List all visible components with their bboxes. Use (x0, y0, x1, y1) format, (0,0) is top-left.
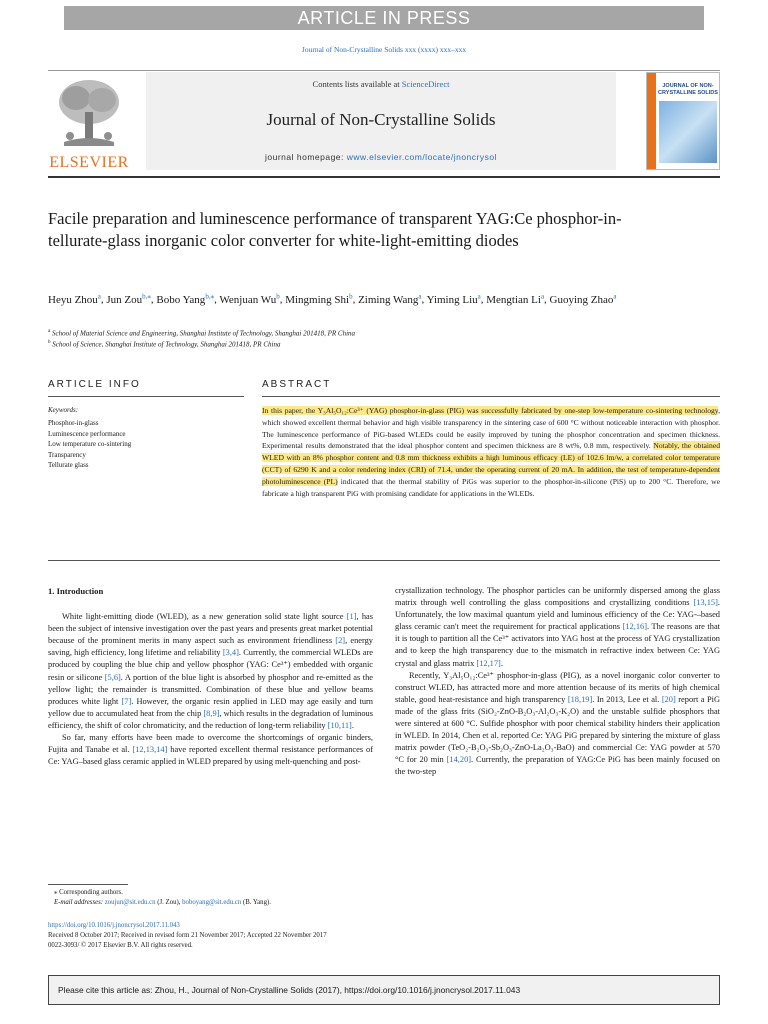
journal-header (48, 70, 720, 178)
homepage-prefix: journal homepage: (264, 152, 347, 162)
citation-link[interactable]: [3,4] (222, 648, 239, 658)
header-top-rule (48, 70, 720, 71)
footnote-rule (48, 884, 128, 885)
citation-link[interactable]: [7] (121, 696, 132, 706)
body-text: , which results in the degradation of luminous efficiency, the shift of color chromaticity, and the reduction of long-term reliability (48, 708, 373, 730)
elsevier-tree-icon (54, 76, 124, 148)
body-text: , has been the subject of intensive investigation over the past years and presents great market potential because of the prominent merits in many aspect such as environment friendliness (48, 612, 373, 646)
citation-link[interactable]: [5,6] (104, 672, 121, 682)
homepage-link[interactable]: www.elsevier.com/locate/jnoncrysol (346, 152, 497, 162)
keyword: Tellurate glass (48, 461, 89, 469)
email-who-yang: (B. Yang). (241, 899, 271, 906)
received-dates: Received 8 October 2017; Received in revised form 21 November 2017; Accepted 22 November 2017 (48, 932, 327, 940)
author-name: Heyu Zhou (48, 293, 98, 306)
affiliation-text: School of Material Science and Engineering, Shanghai Institute of Technology, Shanghai 201418, PR China (50, 329, 356, 338)
email-label: E-mail addresses: (54, 899, 105, 906)
article-title: Facile preparation and luminescence performance of transparent YAG:Ce phosphor-in-tellurate-glass inorganic color converter for white-light-emitting diodes (48, 209, 622, 250)
author[interactable] (358, 294, 421, 306)
abstract-text-1: , which showed excellent thermal behavior and high visible transparency in the sintering case of 600 °C without noticeable interaction with phosphor. The luminescence performance of PiG-based WLEDs could be easily improved by tuning the phosphor concentration and specimen thickness. Experimental results demonstrated that the ideal phosphor content and specimen thickness are 8 wt%, 0.8 mm, respectively. (262, 406, 720, 451)
cover-strip (647, 73, 656, 169)
body-text: So far, many efforts have been made to overcome the shortcomings of organic binders, Fujita and Tanabe et al. (48, 733, 373, 755)
introduction-heading: 1. Introduction (48, 586, 104, 596)
affiliation (48, 338, 708, 349)
body-column-right (395, 585, 720, 779)
article-info-heading: ARTICLE INFO (48, 379, 141, 390)
sciencedirect-link[interactable]: ScienceDirect (401, 79, 450, 89)
doi-block (48, 921, 548, 952)
citation-link[interactable]: [12,13,14] (132, 745, 168, 755)
affiliation-mark: a (48, 329, 51, 334)
body-paragraph (48, 732, 373, 768)
author[interactable] (156, 294, 214, 306)
body-text: . In 2013, Lee et al. (592, 694, 662, 704)
article-info-rule (48, 396, 244, 397)
elsevier-logo[interactable] (48, 76, 130, 172)
journal-cover-thumbnail[interactable] (646, 72, 720, 170)
citation-link[interactable]: [14,20] (446, 755, 472, 765)
keyword: Transparency (48, 450, 86, 459)
elsevier-wordmark: ELSEVIER (49, 154, 129, 171)
footnotes (48, 888, 448, 908)
body-column-left (48, 585, 373, 768)
abstract-highlight-1[interactable]: In this paper, the Y₃Al₅O₁₂:Ce³⁺ (YAG) phosphor-in-glass (PIG) was successfully fabricated by one-step low-temperature co-sintering technology (262, 406, 719, 415)
author-name: Ziming Wang (358, 293, 419, 306)
affiliations (48, 327, 708, 350)
author-name: Mingming Shi (285, 293, 350, 306)
body-text: . (500, 658, 503, 668)
author-name: Wenjuan Wu (219, 293, 277, 306)
body-text: White light-emitting diode (WLED), as a new generation solid state light source (62, 612, 347, 622)
copyright-notice: 0022-3093/ © 2017 Elsevier B.V. All rights reserved. (48, 942, 193, 950)
corresponding-authors-note: ⁎ Corresponding authors. (54, 889, 123, 896)
body-paragraph (48, 611, 373, 732)
body-text: . The reasons are that it is tough to partition all the Ce³⁺ activators into YAG host at the process of YAG crystallization and to keep the high transparency due to the mismatch in refractive index between Ce: YAG crystal and glass matrix (395, 622, 720, 668)
author-affiliation-mark[interactable]: b,⁎ (205, 292, 215, 300)
cover-title: JOURNAL OF NON-CRYSTALLINE SOLIDS (658, 83, 718, 96)
journal-homepage (146, 152, 616, 162)
email-addresses (48, 898, 448, 908)
journal-citation-line[interactable]: Journal of Non-Crystalline Solids xxx (xxxx) xxx–xxx (301, 45, 467, 54)
citation-link[interactable]: [20] (661, 694, 676, 704)
cite-this-article-box[interactable]: Please cite this article as: Zhou, H., Journal of Non-Crystalline Solids (2017), https://doi.org/10.1016/j.jnoncrysol.2017.11.043 (48, 975, 720, 1005)
body-text: . Unfortunately, the low maximal quantum yield and luminous efficiency of the Ce: YAG-–based glass ceramic can't meet the requirement for practical applications (395, 598, 720, 632)
body-paragraph (395, 585, 720, 670)
keyword: Luminescence performance (48, 429, 126, 438)
author-affiliation-mark[interactable]: a (477, 292, 481, 300)
abstract-rule (262, 396, 720, 397)
contents-available (146, 79, 616, 89)
author-name: Guoying Zhao (549, 293, 614, 306)
author-affiliation-mark[interactable]: a (613, 292, 617, 300)
citation-link[interactable]: [12,17] (476, 658, 501, 668)
author-name: Jun Zou (106, 293, 143, 306)
affiliation (48, 327, 708, 338)
citation-link[interactable]: [13,15] (693, 598, 718, 608)
author-affiliation-mark[interactable]: a (97, 292, 101, 300)
author[interactable] (48, 294, 101, 306)
body-text: , energy saving, high efficiency, long lifetime and reliability (48, 636, 373, 658)
citation-link[interactable]: [8,9] (203, 708, 220, 718)
author-name: Bobo Yang (156, 293, 206, 306)
email-link-yang[interactable]: boboyang@sit.edu.cn (182, 899, 242, 906)
body-text: . However, the organic resin applied in LED may age easily and turn yellow due to accumulated heat from the chip (48, 696, 373, 718)
abstract-heading: ABSTRACT (262, 379, 332, 390)
author-affiliation-mark[interactable]: b,⁎ (142, 292, 151, 300)
body-paragraph (395, 670, 720, 779)
keywords-label: Keywords: (48, 406, 79, 414)
abstract-highlight-2[interactable]: Notably, the obtained WLED with an 8% phosphor content and 0.8 mm thickness exhibits a high luminous efficacy (LE) of 102.6 lm/w, a correlated color temperature (CCT) of 6290 K and a color rendering index (CRI) of 71.4, under the operating current of 20 mA. In addition, the test of temperature-dependent photoluminescence (PL) (262, 441, 720, 486)
author[interactable] (285, 294, 352, 306)
cover-image (659, 101, 717, 163)
keyword: Low temperature co-sintering (48, 440, 132, 448)
body-text: report a PiG made of the glass frits (SiO₂-ZnO-B₂O₃-Al₂O₃-K₂O) and the unstable sulfide phosphors that were sintered at 600 °C. Sulfide phosphor with poor chemical stability hinders their application in WLED. In 2014, Chen et al. reported Ce: YAG PiG prepared by sintering the mixture of glass matrix powder (TeO₂-B₂O₃-Sb₂O₃-ZnO-La₂O₃-BaO) and commercial Ce: YAG powder at 570 °C for 20 min (395, 694, 720, 765)
email-link-zou[interactable]: zoujun@sit.edu.cn (104, 899, 156, 906)
article-in-press-banner: ARTICLE IN PRESS (64, 6, 704, 30)
abstract-text-2: indicated that the thermal stability of PiGs was superior to the phosphor-in-silicone (PiS) up to 200 °C. Therefore, we fabricate a high transparent PiG with promising candidate for applications in the WLEDs. (262, 476, 720, 498)
body-text: have reported excellent thermal resistance performances of Ce: YAG–based glass ceramic applied in WLED prepared by using melt-quenching and post- (48, 745, 373, 767)
affiliation-text: School of Science, Shanghai Institute of Technology, Shanghai 201418, PR China (50, 340, 281, 349)
author-affiliation-mark[interactable]: a (418, 292, 422, 300)
author[interactable] (550, 294, 617, 306)
abstract-text (262, 405, 720, 499)
header-bottom-rule (48, 176, 720, 178)
keywords-list (48, 418, 131, 471)
affiliation-mark: b (48, 340, 51, 346)
author[interactable] (106, 294, 151, 306)
author-affiliation-mark[interactable]: b (276, 292, 280, 300)
doi-link[interactable]: https://doi.org/10.1016/j.jnoncrysol.2017.11.043 (48, 922, 180, 929)
body-text: . A portion of the blue light is absorbed by phosphor and re-emitted as the yellow light; the remainder is transmitted. Combination of these blue and yellow beams produces white light (48, 672, 373, 706)
citation-link[interactable]: [18,19] (567, 694, 593, 704)
citation-link[interactable]: [1] (346, 612, 357, 622)
keyword: Phosphor-in-glass (48, 419, 99, 427)
body-text: crystallization technology. The phosphor particles can be uniformly dispersed among the glass matrix through well controlling the glass compositions and crystallizing conditions (395, 586, 720, 608)
author-list: Heyu Zhou$^a$, Jun Zou$^{b,⁎}$, Bobo Yang$^{b,⁎}$, Wenjuan Wu$^b$, Mingming Shi$^b$, Ziming Wang$^a$, Yiming Liu$^a$, Mengtian Li$^a$, Guoying Zhao$^a$ (48, 292, 617, 306)
body-text: Recently, Y₃Al₅O₁₂:Ce³⁺ phosphor-in-glass (PIG), as a novel inorganic color converter to construct WLED, has attracted more and more attention because of its merits of high chemical stable, good heat-resistance and high transparency (395, 670, 720, 704)
email-who-zou: (J. Zou), (155, 899, 183, 906)
author-name: Mengtian Li (486, 293, 541, 306)
citation-link[interactable]: [10,11] (327, 720, 352, 730)
citation-link[interactable]: [12,16] (622, 622, 647, 632)
author-affiliation-mark[interactable]: a (540, 292, 545, 300)
author-name: Yiming Liu (426, 293, 478, 306)
author-affiliation-mark[interactable]: b (349, 292, 353, 300)
body-text: . (351, 720, 354, 730)
author[interactable] (427, 294, 481, 306)
body-text: . Currently, the commercial WLEDs are produced by coupling the blue chip and yellow phosphor (YAG: Ce³⁺) embedded with organic resin or silicone (48, 648, 373, 682)
journal-info-box (146, 72, 616, 170)
journal-title: Journal of Non-Crystalline Solids (266, 110, 496, 129)
abstract-bottom-rule (48, 560, 720, 561)
citation-link[interactable]: [2] (335, 636, 346, 646)
contents-prefix: Contents lists available at (312, 79, 402, 89)
author[interactable] (219, 294, 279, 306)
author[interactable] (486, 294, 544, 306)
body-text: . Currently, the preparation of YAG:Ce PiG has been mainly focused on the two-step (395, 755, 720, 777)
